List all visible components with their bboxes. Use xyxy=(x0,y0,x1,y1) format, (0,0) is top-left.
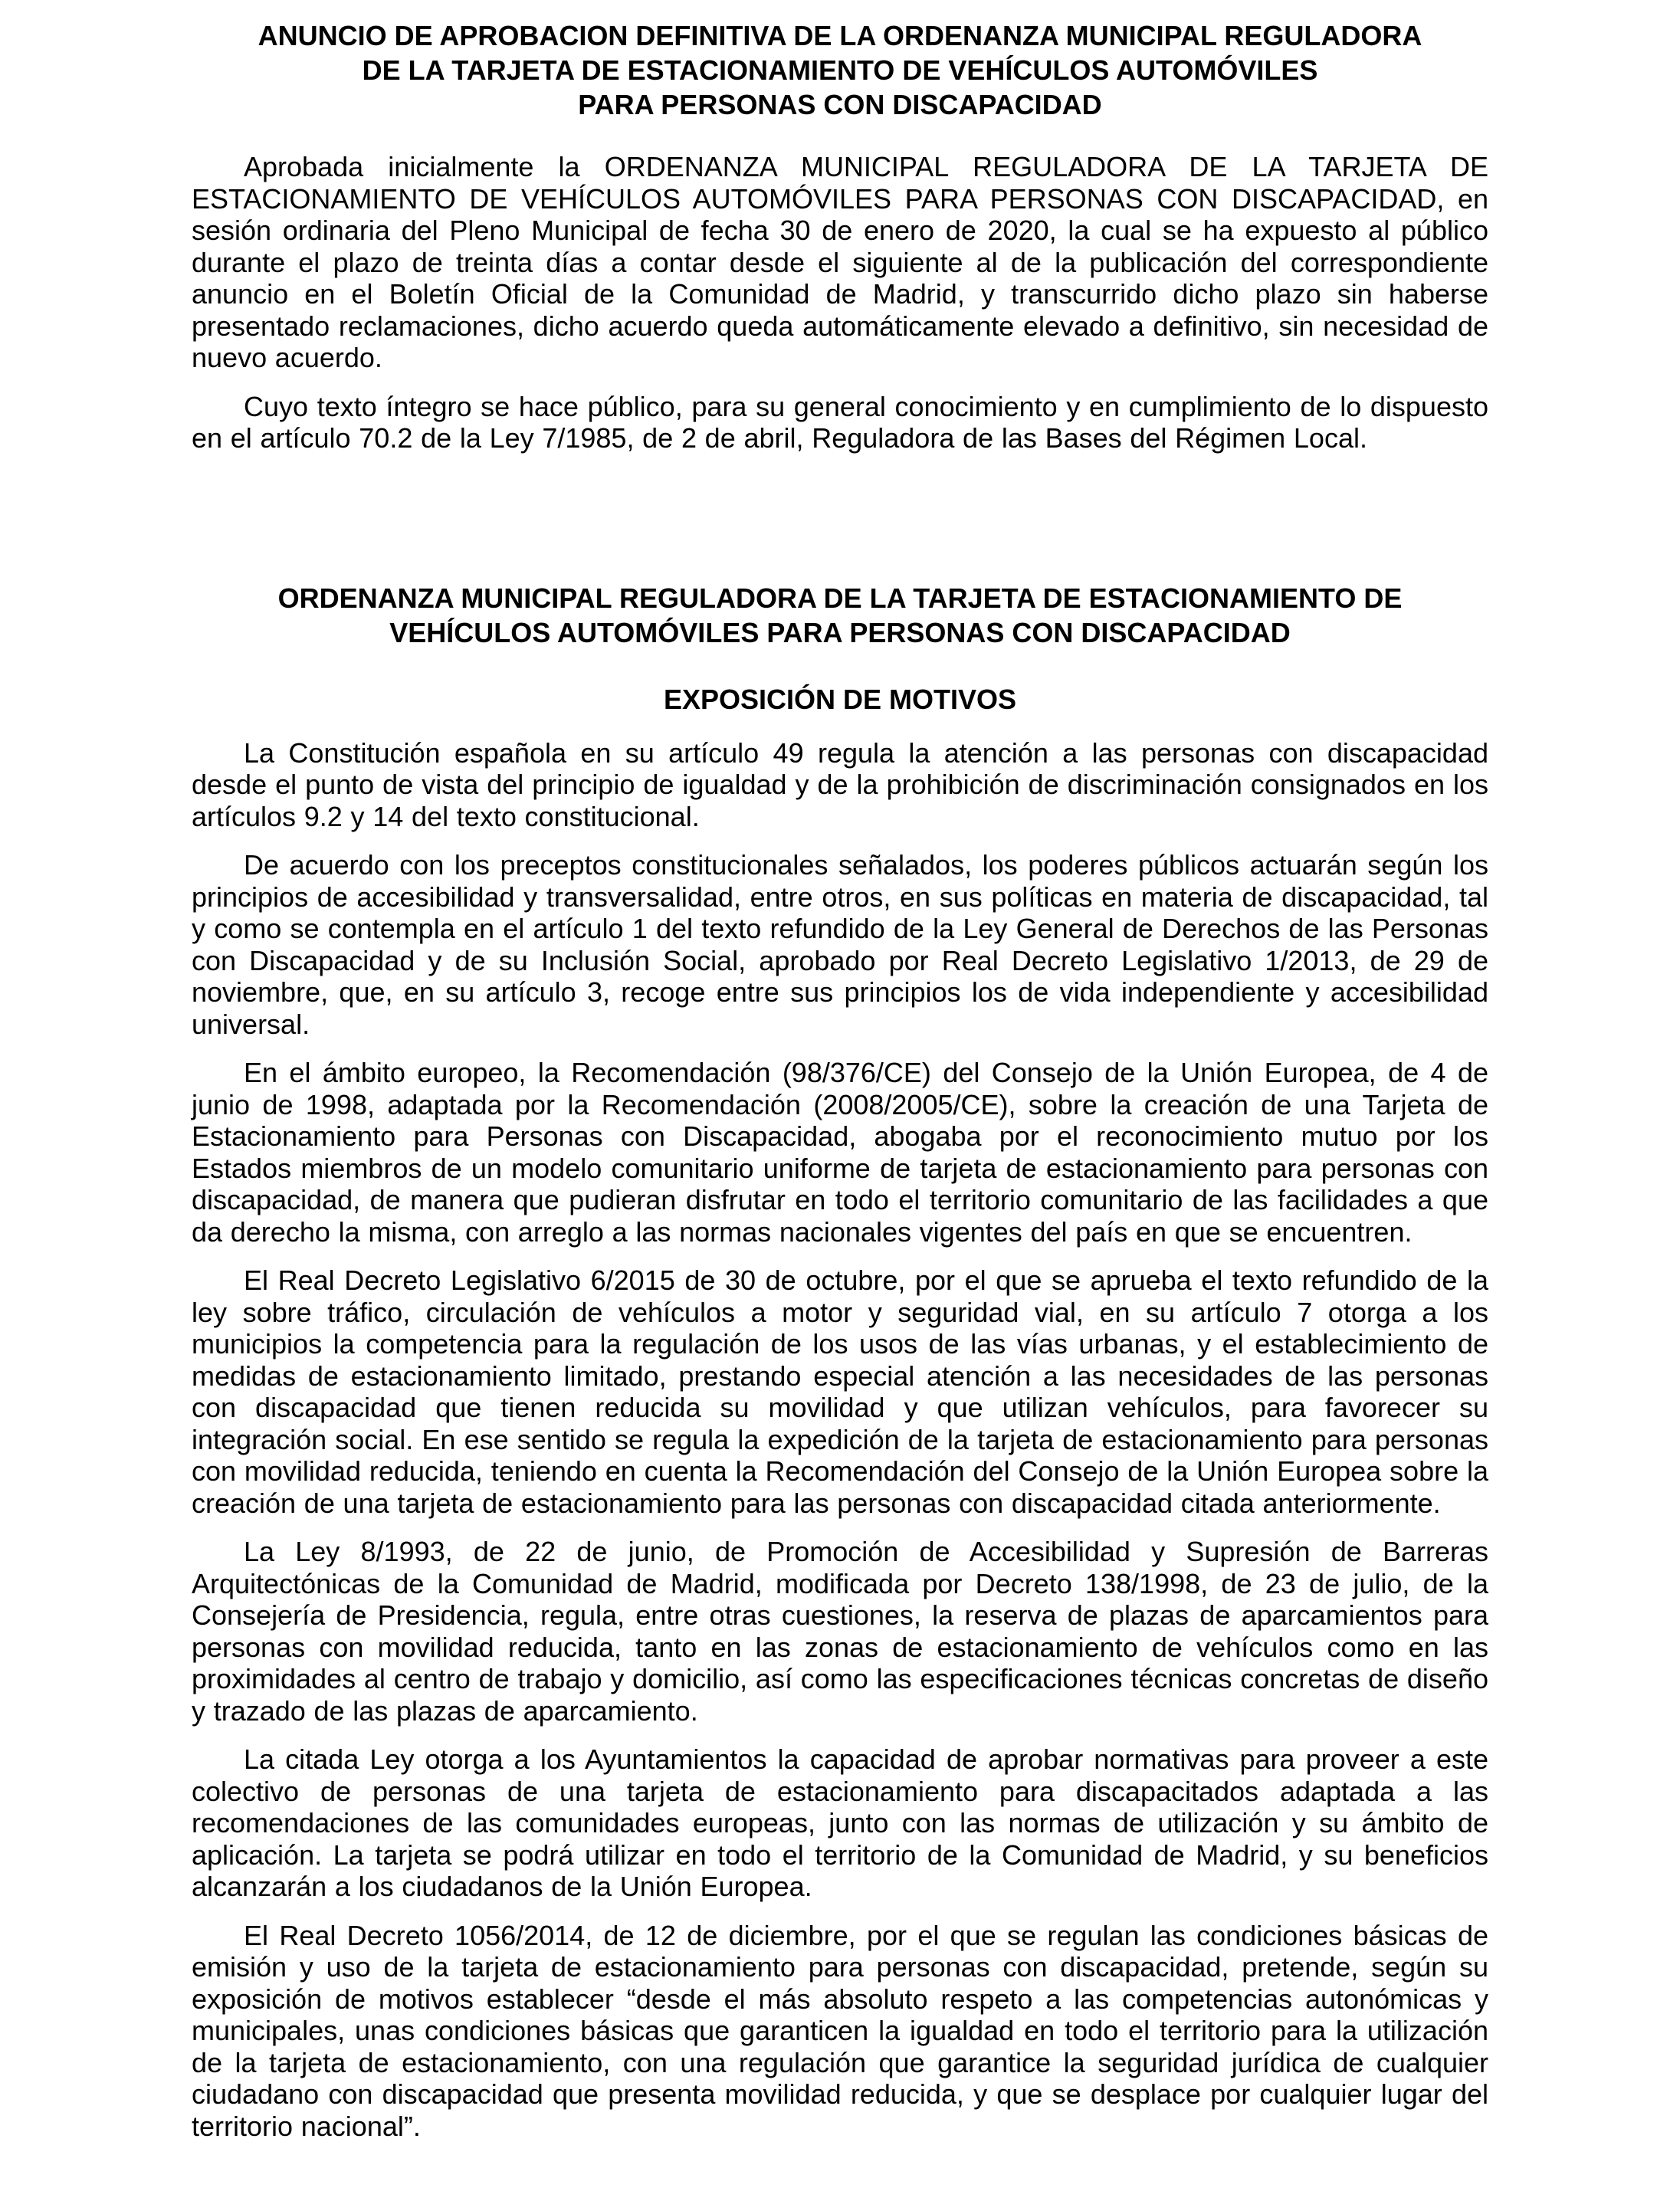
ordinance-title-line-1: ORDENANZA MUNICIPAL REGULADORA DE LA TARJETA DE ESTACIONAMIENTO DE xyxy=(277,582,1403,614)
ordinance-paragraph-3: En el ámbito europeo, la Recomendación (98/376/CE) del Consejo de la Unión Europea, de 4 de junio de 1998, adaptada por la Recomendación (2008/2005/CE), sobre la creación de una Tarjeta de Estacionamiento para Personas con Discapacidad, abogaba por el reconocimiento mutuo por los Estados miembros de un modelo comunitario uniforme de tarjeta de estacionamiento para personas con discapacidad, de manera que pudieran disfrutar en todo el territorio comunitario de las facilidades a que da derecho la misma, con arreglo a las normas nacionales vigentes del país en que se encuentren. xyxy=(192,1057,1488,1248)
ordinance-paragraph-1: La Constitución española en su artículo 49 regula la atención a las personas con discapacidad desde el punto de vista del principio de igualdad y de la prohibición de discriminación consignados en los artículos 9.2 y 14 del texto constitucional. xyxy=(192,736,1488,832)
ordinance-paragraph-5: La Ley 8/1993, de 22 de junio, de Promoción de Accesibilidad y Supresión de Barreras Arquitectónicas de la Comunidad de Madrid, modificada por Decreto 138/1998, de 23 de julio, de la Consejería de Presidencia, regula, entre otras cuestiones, la reserva de plazas de aparcamientos para personas con movilidad reducida, tanto en las zonas de estacionamiento de vehículos como en las proximidades al centro de trabajo y domicilio, así como las especificaciones técnicas concretas de diseño y trazado de las plazas de aparcamiento. xyxy=(192,1536,1488,1727)
announcement-paragraph-2: Cuyo texto íntegro se hace público, para su general conocimiento y en cumplimiento de lo dispuesto en el artículo 70.2 de la Ley 7/1985, de 2 de abril, Reguladora de las Bases del Régimen Local. xyxy=(192,390,1488,454)
ordinance-paragraph-4: El Real Decreto Legislativo 6/2015 de 30 de octubre, por el que se aprueba el texto refundido de la ley sobre tráfico, circulación de vehículos a motor y seguridad vial, en su artículo 7 otorga a los municipios la competencia para la regulación de los usos de las vías urbanas, y el establecimiento de medidas de estacionamiento limitado, prestando especial atención a las necesidades de las personas con discapacidad que tienen reducida su movilidad y que utilizan vehículos, para favorecer su integración social. En ese sentido se regula la expedición de la tarjeta de estacionamiento para personas con movilidad reducida, teniendo en cuenta la Recomendación del Consejo de la Unión Europea sobre la creación de una tarjeta de estacionamiento para las personas con discapacidad citada anteriormente. xyxy=(192,1265,1488,1519)
ordinance-paragraph-7: El Real Decreto 1056/2014, de 12 de diciembre, por el que se regulan las condiciones básicas de emisión y uso de la tarjeta de estacionamiento para personas con discapacidad, pretende, según su exposición de motivos establecer “desde el más absoluto respeto a las competencias autonómicas y municipales, unas condiciones básicas que garanticen la igualdad en todo el territorio para la utilización de la tarjeta de estacionamiento, con una regulación que garantice la seguridad jurídica de cualquier ciudadano con discapacidad que presenta movilidad reducida, y que se desplace por cualquier lugar del territorio nacional”. xyxy=(192,1919,1488,2142)
announcement-paragraph-1: Aprobada inicialmente la ORDENANZA MUNICIPAL REGULADORA DE LA TARJETA DE ESTACIONAMIENTO DE VEHÍCULOS AUTOMÓVILES PARA PERSONAS CON DISCAPACIDAD, en sesión ordinaria del Pleno Municipal de fecha 30 de enero de 2020, la cual se ha expuesto al público durante el plazo de treinta días a contar desde el siguiente al de la publicación del correspondiente anuncio en el Boletín Oficial de la Comunidad de Madrid, y transcurrido dicho plazo sin haberse presentado reclamaciones, dicho acuerdo queda automáticamente elevado a definitivo, sin necesidad de nuevo acuerdo. xyxy=(192,151,1488,373)
announcement-title-line-3: PARA PERSONAS CON DISCAPACIDAD xyxy=(578,89,1102,120)
ordinance-paragraph-2: De acuerdo con los preceptos constitucionales señalados, los poderes públicos actuarán según los principios de accesibilidad y transversalidad, entre otros, en sus políticas en materia de discapacidad, tal y como se contempla en el artículo 1 del texto refundido de la Ley General de Derechos de las Personas con Discapacidad y de su Inclusión Social, aprobado por Real Decreto Legislativo 1/2013, de 29 de noviembre, que, en su artículo 3, recoge entre sus principios los de vida independiente y accesibilidad universal. xyxy=(192,849,1488,1040)
ordinance-title-line-2: VEHÍCULOS AUTOMÓVILES PARA PERSONAS CON DISCAPACIDAD xyxy=(389,616,1291,648)
announcement-title-line-1: ANUNCIO DE APROBACION DEFINITIVA DE LA ORDENANZA MUNICIPAL REGULADORA xyxy=(258,20,1422,51)
ordinance-paragraph-6: La citada Ley otorga a los Ayuntamientos la capacidad de aprobar normativas para proveer a este colectivo de personas de una tarjeta de estacionamiento para discapacitados adaptada a las recomendaciones de las comunidades europeas, junto con las normas de utilización y su ámbito de aplicación. La tarjeta se podrá utilizar en todo el territorio de la Comunidad de Madrid, y su beneficios alcanzarán a los ciudadanos de la Unión Europea. xyxy=(192,1743,1488,1902)
section-heading-exposicion-de-motivos: EXPOSICIÓN DE MOTIVOS xyxy=(663,683,1017,715)
announcement-title xyxy=(192,18,1488,122)
announcement-body xyxy=(192,151,1488,454)
ordinance-title xyxy=(192,581,1488,650)
ordinance-body xyxy=(192,737,1488,2143)
announcement-title-line-2: DE LA TARJETA DE ESTACIONAMIENTO DE VEHÍCULOS AUTOMÓVILES xyxy=(362,54,1318,86)
